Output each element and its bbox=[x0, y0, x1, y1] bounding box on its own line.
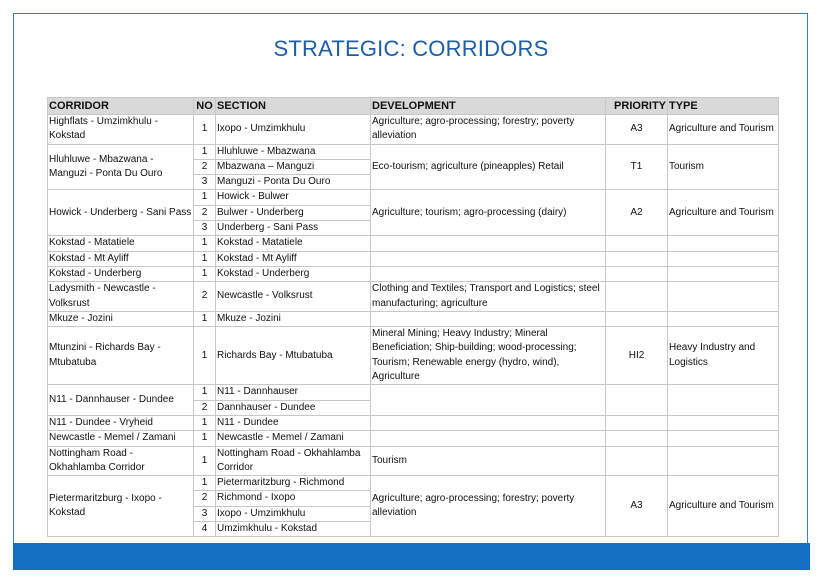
section-name: Newcastle - Memel / Zamani bbox=[216, 431, 371, 446]
development-cell: Mineral Mining; Heavy Industry; Mineral Beneficiation; Ship-building; wood-processing; Tourism; Renewable energy (hydro, wind), Agriculture bbox=[371, 327, 606, 385]
table-row bbox=[48, 251, 779, 266]
section-name: Pietermaritzburg - Richmond bbox=[216, 476, 371, 491]
table-body bbox=[48, 115, 779, 537]
development-cell bbox=[371, 311, 606, 326]
table-row bbox=[48, 115, 779, 145]
section-name: Kokstad - Underberg bbox=[216, 266, 371, 281]
section-name: Richmond - Ixopo bbox=[216, 491, 371, 506]
development-cell: Agriculture; tourism; agro-processing (dairy) bbox=[371, 190, 606, 236]
corridors-table bbox=[47, 97, 779, 537]
type-cell bbox=[668, 446, 779, 476]
section-name: Newcastle - Volksrust bbox=[216, 282, 371, 312]
section-number: 1 bbox=[194, 144, 216, 159]
section-name: Kokstad - Matatiele bbox=[216, 236, 371, 251]
type-cell bbox=[668, 266, 779, 281]
header-corridor: CORRIDOR bbox=[48, 98, 194, 115]
section-number: 1 bbox=[194, 190, 216, 205]
priority-cell: T1 bbox=[606, 144, 668, 190]
section-number: 2 bbox=[194, 205, 216, 220]
table-row bbox=[48, 327, 779, 385]
section-number: 1 bbox=[194, 415, 216, 430]
priority-cell: A3 bbox=[606, 476, 668, 537]
section-name: Underberg - Sani Pass bbox=[216, 221, 371, 236]
section-number: 3 bbox=[194, 221, 216, 236]
section-number: 1 bbox=[194, 446, 216, 476]
table-row bbox=[48, 190, 779, 205]
table-header-row bbox=[48, 98, 779, 115]
development-cell: Eco-tourism; agriculture (pineapples) Retail bbox=[371, 144, 606, 190]
corridor-cell: Kokstad - Mt Ayliff bbox=[48, 251, 194, 266]
priority-cell: A3 bbox=[606, 115, 668, 145]
priority-cell: HI2 bbox=[606, 327, 668, 385]
section-number: 2 bbox=[194, 282, 216, 312]
corridor-cell: Mtunzini - Richards Bay - Mtubatuba bbox=[48, 327, 194, 385]
section-name: Nottingham Road - Okhahlamba Corridor bbox=[216, 446, 371, 476]
priority-cell bbox=[606, 282, 668, 312]
section-number: 4 bbox=[194, 522, 216, 537]
type-cell: Agriculture and Tourism bbox=[668, 190, 779, 236]
table-row bbox=[48, 385, 779, 400]
corridor-cell: Newcastle - Memel / Zamani bbox=[48, 431, 194, 446]
section-number: 1 bbox=[194, 476, 216, 491]
type-cell bbox=[668, 251, 779, 266]
section-name: Bulwer - Underberg bbox=[216, 205, 371, 220]
section-name: Howick - Bulwer bbox=[216, 190, 371, 205]
corridor-cell: N11 - Dannhauser - Dundee bbox=[48, 385, 194, 416]
priority-cell bbox=[606, 446, 668, 476]
section-number: 1 bbox=[194, 236, 216, 251]
section-number: 2 bbox=[194, 400, 216, 415]
type-cell: Agriculture and Tourism bbox=[668, 476, 779, 537]
section-name: Mkuze - Jozini bbox=[216, 311, 371, 326]
development-cell: Agriculture; agro-processing; forestry; poverty alleviation bbox=[371, 115, 606, 145]
priority-cell bbox=[606, 251, 668, 266]
type-cell bbox=[668, 236, 779, 251]
development-cell bbox=[371, 266, 606, 281]
corridor-cell: Mkuze - Jozini bbox=[48, 311, 194, 326]
corridor-cell: N11 - Dundee - Vryheid bbox=[48, 415, 194, 430]
type-cell: Heavy Industry and Logistics bbox=[668, 327, 779, 385]
corridor-cell: Howick - Underberg - Sani Pass bbox=[48, 190, 194, 236]
table-row bbox=[48, 476, 779, 491]
section-name: Umzimkhulu - Kokstad bbox=[216, 522, 371, 537]
section-number: 3 bbox=[194, 175, 216, 190]
priority-cell bbox=[606, 236, 668, 251]
table-row bbox=[48, 144, 779, 159]
table-row bbox=[48, 282, 779, 312]
development-cell bbox=[371, 236, 606, 251]
priority-cell: A2 bbox=[606, 190, 668, 236]
corridor-cell: Nottingham Road - Okhahlamba Corridor bbox=[48, 446, 194, 476]
table-row bbox=[48, 236, 779, 251]
priority-cell bbox=[606, 415, 668, 430]
priority-cell bbox=[606, 431, 668, 446]
corridor-cell: Kokstad - Underberg bbox=[48, 266, 194, 281]
development-cell bbox=[371, 415, 606, 430]
header-no: NO bbox=[194, 98, 216, 115]
type-cell bbox=[668, 431, 779, 446]
type-cell: Agriculture and Tourism bbox=[668, 115, 779, 145]
section-number: 1 bbox=[194, 385, 216, 400]
table-row bbox=[48, 431, 779, 446]
section-number: 3 bbox=[194, 506, 216, 521]
section-name: N11 - Dannhauser bbox=[216, 385, 371, 400]
section-name: N11 - Dundee bbox=[216, 415, 371, 430]
section-number: 1 bbox=[194, 266, 216, 281]
header-section: SECTION bbox=[216, 98, 371, 115]
type-cell bbox=[668, 311, 779, 326]
section-number: 1 bbox=[194, 251, 216, 266]
priority-cell bbox=[606, 266, 668, 281]
section-number: 1 bbox=[194, 327, 216, 385]
corridor-cell: Highflats - Umzimkhulu - Kokstad bbox=[48, 115, 194, 145]
priority-cell bbox=[606, 385, 668, 416]
section-number: 2 bbox=[194, 491, 216, 506]
table-row bbox=[48, 415, 779, 430]
type-cell bbox=[668, 282, 779, 312]
development-cell: Clothing and Textiles; Transport and Logistics; steel manufacturing; agriculture bbox=[371, 282, 606, 312]
development-cell bbox=[371, 251, 606, 266]
section-name: Ixopo - Umzimkhulu bbox=[216, 115, 371, 145]
section-name: Mbazwana – Manguzi bbox=[216, 159, 371, 174]
section-name: Ixopo - Umzimkhulu bbox=[216, 506, 371, 521]
section-name: Richards Bay - Mtubatuba bbox=[216, 327, 371, 385]
header-type: TYPE bbox=[668, 98, 779, 115]
corridor-cell: Hluhluwe - Mbazwana - Manguzi - Ponta Du Ouro bbox=[48, 144, 194, 190]
section-name: Hluhluwe - Mbazwana bbox=[216, 144, 371, 159]
corridor-cell: Kokstad - Matatiele bbox=[48, 236, 194, 251]
type-cell bbox=[668, 415, 779, 430]
section-name: Kokstad - Mt Ayliff bbox=[216, 251, 371, 266]
type-cell: Tourism bbox=[668, 144, 779, 190]
development-cell: Agriculture; agro-processing; forestry; poverty alleviation bbox=[371, 476, 606, 537]
development-cell bbox=[371, 431, 606, 446]
table-row bbox=[48, 311, 779, 326]
table-row bbox=[48, 446, 779, 476]
header-priority: PRIORITY bbox=[606, 98, 668, 115]
section-number: 2 bbox=[194, 159, 216, 174]
corridor-cell: Ladysmith - Newcastle - Volksrust bbox=[48, 282, 194, 312]
section-name: Dannhauser - Dundee bbox=[216, 400, 371, 415]
section-number: 1 bbox=[194, 311, 216, 326]
priority-cell bbox=[606, 311, 668, 326]
corridor-cell: Pietermaritzburg - Ixopo - Kokstad bbox=[48, 476, 194, 537]
section-number: 1 bbox=[194, 431, 216, 446]
development-cell bbox=[371, 385, 606, 416]
development-cell: Tourism bbox=[371, 446, 606, 476]
footer-bar bbox=[13, 543, 810, 570]
section-name: Manguzi - Ponta Du Ouro bbox=[216, 175, 371, 190]
section-number: 1 bbox=[194, 115, 216, 145]
page-title: STRATEGIC: CORRIDORS bbox=[273, 36, 549, 61]
header-development: DEVELOPMENT bbox=[371, 98, 606, 115]
type-cell bbox=[668, 385, 779, 416]
table-row bbox=[48, 266, 779, 281]
